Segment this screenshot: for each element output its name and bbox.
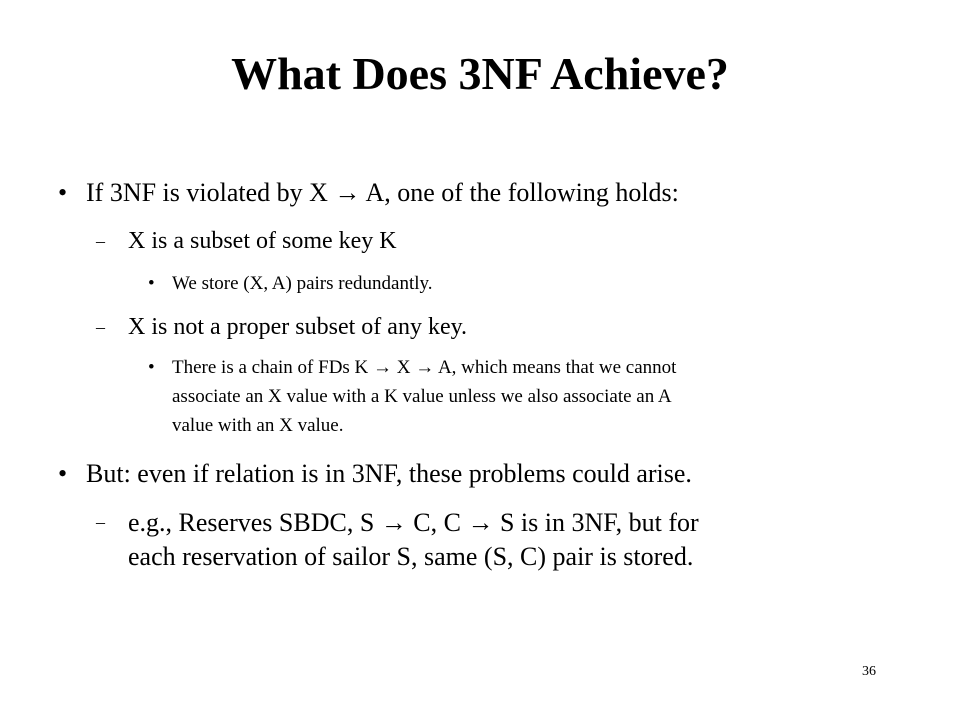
sub-sub-bullet-2-line-1: There is a chain of FDs K → X → A, which means that we cannot — [172, 357, 677, 378]
dash-marker: – — [96, 231, 105, 251]
sub-bullet-2-text: X is not a proper subset of any key. — [128, 314, 468, 340]
bullet-marker: • — [58, 178, 68, 207]
page-number: 36 — [862, 664, 876, 679]
bullet-marker: • — [148, 357, 155, 378]
sub-bullet-3-line-1: e.g., Reserves SBDC, S → C, C → S is in 3NF, but for — [128, 508, 699, 537]
sub-sub-bullet-2-line-3: value with an X value. — [172, 415, 344, 436]
sub-bullet-1-text: X is a subset of some key K — [128, 228, 397, 254]
bullet-2-text: But: even if relation is in 3NF, these problems could arise. — [86, 459, 692, 488]
bullet-marker: • — [148, 273, 155, 294]
sub-sub-bullet-2-line-2: associate an X value with a K value unless we also associate an A — [172, 386, 672, 407]
dash-marker: – — [96, 512, 105, 532]
sub-sub-bullet-1-text: We store (X, A) pairs redundantly. — [172, 273, 433, 294]
bullet-1-text: If 3NF is violated by X → A, one of the following holds: — [86, 178, 679, 207]
slide-title: What Does 3NF Achieve? — [231, 48, 729, 99]
dash-marker: – — [96, 317, 105, 337]
bullet-marker: • — [58, 459, 68, 488]
sub-bullet-3-line-2: each reservation of sailor S, same (S, C) pair is stored. — [128, 542, 694, 571]
